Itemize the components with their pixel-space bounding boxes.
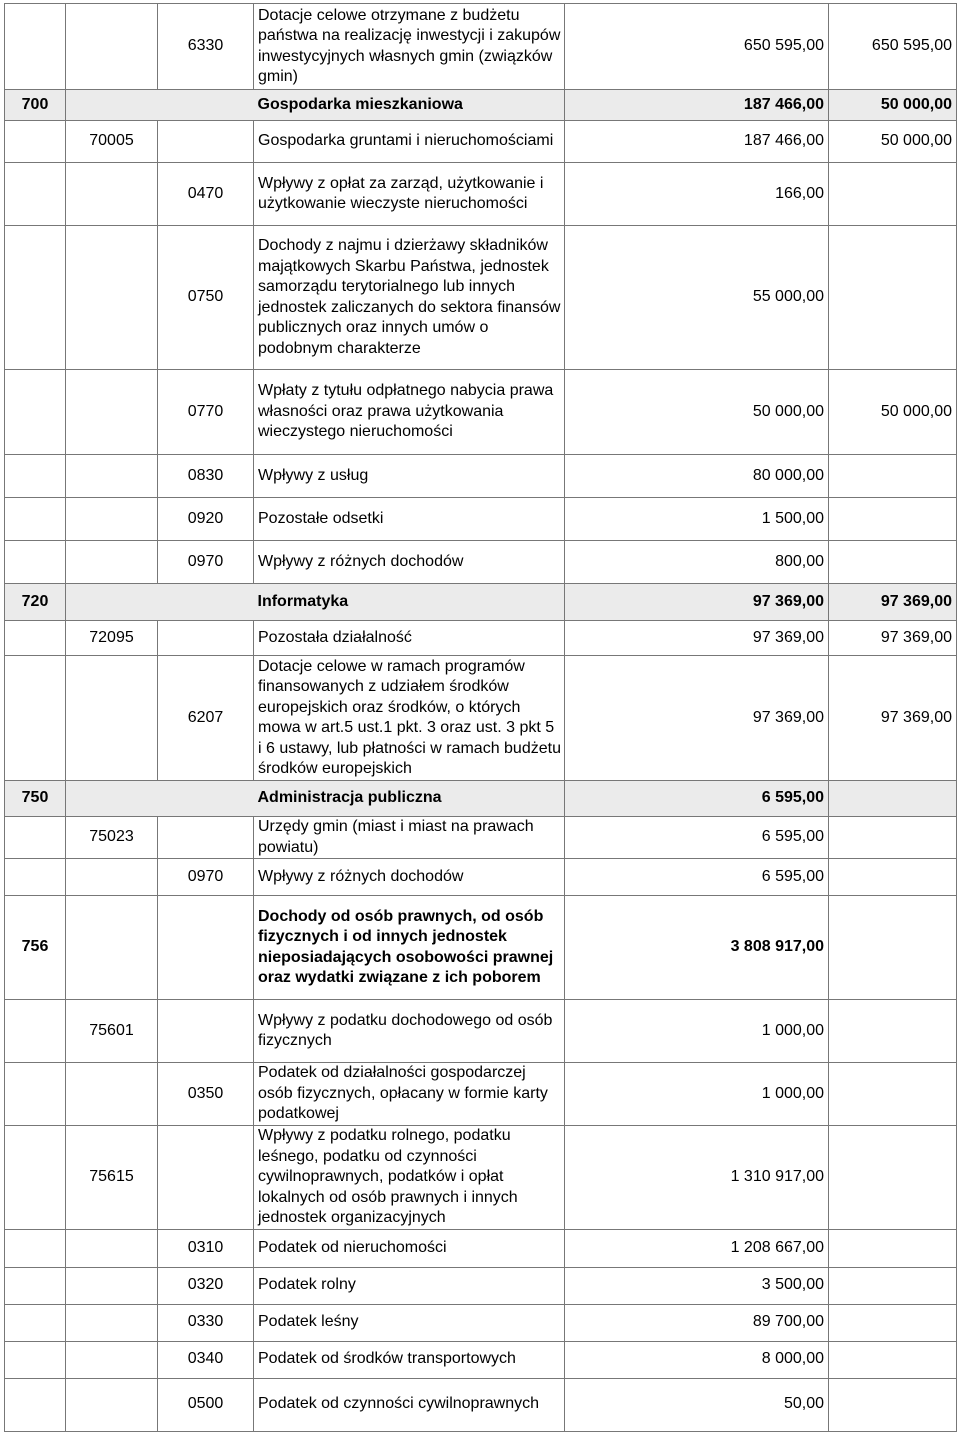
- table-row: [5, 163, 957, 226]
- description: Wpływy z różnych dochodów: [254, 859, 565, 896]
- description: Dotacje celowe otrzymane z budżetu państwa na realizację inwestycji i zakupów inwestycyjnych własnych gmin (związków gmin): [254, 4, 565, 90]
- amount-change: 650 595,00: [829, 4, 957, 90]
- description: Podatek od czynności cywilnoprawnych: [254, 1378, 565, 1431]
- description: Dochody od osób prawnych, od osób fizycznych i od innych jednostek nieposiadających osobowości prawnej oraz wydatki związane z ich poborem: [254, 896, 565, 1000]
- section-code: [5, 1341, 66, 1378]
- paragraph-code: [158, 1000, 254, 1063]
- table-row: [5, 1378, 957, 1431]
- amount-plan: 97 369,00: [565, 621, 829, 656]
- amount-change: [829, 226, 957, 370]
- table-row: [5, 455, 957, 498]
- amount-change: [829, 498, 957, 541]
- chapter-code: [66, 370, 158, 455]
- section-code: [5, 455, 66, 498]
- amount-plan: 97 369,00: [565, 656, 829, 781]
- table-row: [5, 121, 957, 163]
- section-code: 750: [5, 781, 66, 817]
- section-code: [5, 1267, 66, 1304]
- section-row: [5, 90, 957, 121]
- paragraph-code: 0970: [158, 541, 254, 584]
- chapter-code: [66, 90, 158, 121]
- section-code: [5, 226, 66, 370]
- paragraph-code: 0970: [158, 859, 254, 896]
- amount-change: [829, 781, 957, 817]
- table-row: [5, 621, 957, 656]
- amount-plan: 6 595,00: [565, 781, 829, 817]
- chapter-code: 75601: [66, 1000, 158, 1063]
- chapter-code: [66, 4, 158, 90]
- description: Administracja publiczna: [254, 781, 565, 817]
- table-row: [5, 541, 957, 584]
- description: Wpływy z różnych dochodów: [254, 541, 565, 584]
- amount-plan: 97 369,00: [565, 584, 829, 621]
- paragraph-code: [158, 121, 254, 163]
- section-code: [5, 1126, 66, 1230]
- description: Wpływy z opłat za zarząd, użytkowanie i użytkowanie wieczyste nieruchomości: [254, 163, 565, 226]
- section-code: [5, 370, 66, 455]
- table-row: [5, 896, 957, 1000]
- amount-change: [829, 1341, 957, 1378]
- chapter-code: [66, 226, 158, 370]
- amount-plan: 3 808 917,00: [565, 896, 829, 1000]
- description: Podatek od działalności gospodarczej osób fizycznych, opłacany w formie karty podatkowej: [254, 1063, 565, 1126]
- amount-plan: 1 310 917,00: [565, 1126, 829, 1230]
- chapter-code: [66, 1341, 158, 1378]
- amount-plan: 55 000,00: [565, 226, 829, 370]
- paragraph-code: 0750: [158, 226, 254, 370]
- amount-change: [829, 1126, 957, 1230]
- amount-change: [829, 455, 957, 498]
- paragraph-code: 0830: [158, 455, 254, 498]
- paragraph-code: 0470: [158, 163, 254, 226]
- table-row: [5, 1341, 957, 1378]
- paragraph-code: [158, 781, 254, 817]
- amount-change: 50 000,00: [829, 370, 957, 455]
- paragraph-code: [158, 621, 254, 656]
- chapter-code: [66, 584, 158, 621]
- amount-plan: 50,00: [565, 1378, 829, 1431]
- table-row: [5, 656, 957, 781]
- section-code: [5, 1063, 66, 1126]
- paragraph-code: [158, 1126, 254, 1230]
- description: Podatek rolny: [254, 1267, 565, 1304]
- paragraph-code: 6330: [158, 4, 254, 90]
- amount-plan: 89 700,00: [565, 1304, 829, 1341]
- amount-plan: 166,00: [565, 163, 829, 226]
- amount-plan: 6 595,00: [565, 859, 829, 896]
- amount-plan: 50 000,00: [565, 370, 829, 455]
- section-code: [5, 1378, 66, 1431]
- amount-plan: 187 466,00: [565, 90, 829, 121]
- table-row: [5, 370, 957, 455]
- chapter-code: [66, 1304, 158, 1341]
- amount-plan: 1 000,00: [565, 1063, 829, 1126]
- table-row: [5, 226, 957, 370]
- section-code: 756: [5, 896, 66, 1000]
- paragraph-code: [158, 896, 254, 1000]
- chapter-code: [66, 455, 158, 498]
- paragraph-code: 0330: [158, 1304, 254, 1341]
- table-row: [5, 1229, 957, 1267]
- section-code: 720: [5, 584, 66, 621]
- description: Wpływy z podatku rolnego, podatku leśnego, podatku od czynności cywilnoprawnych, podatków i opłat lokalnych od osób prawnych i innych jednostek organizacyjnych: [254, 1126, 565, 1230]
- chapter-code: [66, 1063, 158, 1126]
- amount-change: [829, 859, 957, 896]
- paragraph-code: [158, 817, 254, 859]
- description: Podatek od nieruchomości: [254, 1229, 565, 1267]
- chapter-code: [66, 163, 158, 226]
- chapter-code: [66, 781, 158, 817]
- description: Wpływy z podatku dochodowego od osób fizycznych: [254, 1000, 565, 1063]
- amount-change: [829, 1229, 957, 1267]
- section-code: [5, 1304, 66, 1341]
- amount-plan: 1 000,00: [565, 1000, 829, 1063]
- table-row: [5, 1126, 957, 1230]
- chapter-code: [66, 1229, 158, 1267]
- table-row: [5, 1267, 957, 1304]
- budget-revenue-table: [4, 3, 957, 1432]
- paragraph-code: 0500: [158, 1378, 254, 1431]
- amount-change: [829, 1000, 957, 1063]
- section-row: [5, 781, 957, 817]
- amount-change: 50 000,00: [829, 121, 957, 163]
- table-body: [5, 4, 957, 1432]
- chapter-code: 72095: [66, 621, 158, 656]
- section-code: [5, 498, 66, 541]
- description: Podatek leśny: [254, 1304, 565, 1341]
- paragraph-code: [158, 90, 254, 121]
- chapter-code: [66, 498, 158, 541]
- section-code: [5, 859, 66, 896]
- chapter-code: 75023: [66, 817, 158, 859]
- chapter-code: 70005: [66, 121, 158, 163]
- table-row: [5, 4, 957, 90]
- section-code: [5, 621, 66, 656]
- table-row: [5, 1063, 957, 1126]
- chapter-code: [66, 859, 158, 896]
- amount-change: [829, 541, 957, 584]
- amount-plan: 187 466,00: [565, 121, 829, 163]
- description: Urzędy gmin (miast i miast na prawach powiatu): [254, 817, 565, 859]
- amount-change: 97 369,00: [829, 656, 957, 781]
- table-row: [5, 498, 957, 541]
- section-code: [5, 541, 66, 584]
- paragraph-code: 0350: [158, 1063, 254, 1126]
- amount-change: [829, 1304, 957, 1341]
- paragraph-code: 6207: [158, 656, 254, 781]
- section-row: [5, 584, 957, 621]
- description: Pozostała działalność: [254, 621, 565, 656]
- amount-change: [829, 1267, 957, 1304]
- description: Gospodarka gruntami i nieruchomościami: [254, 121, 565, 163]
- table-row: [5, 859, 957, 896]
- amount-plan: 3 500,00: [565, 1267, 829, 1304]
- table-row: [5, 1304, 957, 1341]
- amount-plan: 8 000,00: [565, 1341, 829, 1378]
- chapter-code: [66, 541, 158, 584]
- description: Podatek od środków transportowych: [254, 1341, 565, 1378]
- section-code: [5, 163, 66, 226]
- amount-change: [829, 896, 957, 1000]
- amount-change: [829, 163, 957, 226]
- chapter-code: [66, 1378, 158, 1431]
- paragraph-code: [158, 584, 254, 621]
- amount-change: 50 000,00: [829, 90, 957, 121]
- description: Wpływy z usług: [254, 455, 565, 498]
- section-code: [5, 1000, 66, 1063]
- amount-change: 97 369,00: [829, 621, 957, 656]
- description: Gospodarka mieszkaniowa: [254, 90, 565, 121]
- table-row: [5, 1000, 957, 1063]
- description: Pozostałe odsetki: [254, 498, 565, 541]
- amount-change: [829, 817, 957, 859]
- section-code: [5, 121, 66, 163]
- amount-plan: 1 500,00: [565, 498, 829, 541]
- section-code: [5, 1229, 66, 1267]
- amount-plan: 650 595,00: [565, 4, 829, 90]
- amount-plan: 80 000,00: [565, 455, 829, 498]
- section-code: 700: [5, 90, 66, 121]
- section-code: [5, 656, 66, 781]
- amount-change: [829, 1378, 957, 1431]
- chapter-code: 75615: [66, 1126, 158, 1230]
- description: Informatyka: [254, 584, 565, 621]
- paragraph-code: 0770: [158, 370, 254, 455]
- chapter-code: [66, 656, 158, 781]
- paragraph-code: 0320: [158, 1267, 254, 1304]
- amount-plan: 6 595,00: [565, 817, 829, 859]
- description: Dochody z najmu i dzierżawy składników majątkowych Skarbu Państwa, jednostek samorządu terytorialnego lub innych jednostek zaliczanych do sektora finansów publicznych oraz innych umów o podobnym charakterze: [254, 226, 565, 370]
- section-code: [5, 817, 66, 859]
- chapter-code: [66, 1267, 158, 1304]
- amount-change: 97 369,00: [829, 584, 957, 621]
- paragraph-code: 0340: [158, 1341, 254, 1378]
- table-row: [5, 817, 957, 859]
- amount-plan: 1 208 667,00: [565, 1229, 829, 1267]
- paragraph-code: 0920: [158, 498, 254, 541]
- section-code: [5, 4, 66, 90]
- amount-change: [829, 1063, 957, 1126]
- paragraph-code: 0310: [158, 1229, 254, 1267]
- chapter-code: [66, 896, 158, 1000]
- description: Wpłaty z tytułu odpłatnego nabycia prawa własności oraz prawa użytkowania wieczystego nieruchomości: [254, 370, 565, 455]
- amount-plan: 800,00: [565, 541, 829, 584]
- description: Dotacje celowe w ramach programów finansowanych z udziałem środków europejskich oraz środków, o których mowa w art.5 ust.1 pkt. 3 oraz ust. 3 pkt 5 i 6 ustawy, lub płatności w ramach budżetu środków europejskich: [254, 656, 565, 781]
